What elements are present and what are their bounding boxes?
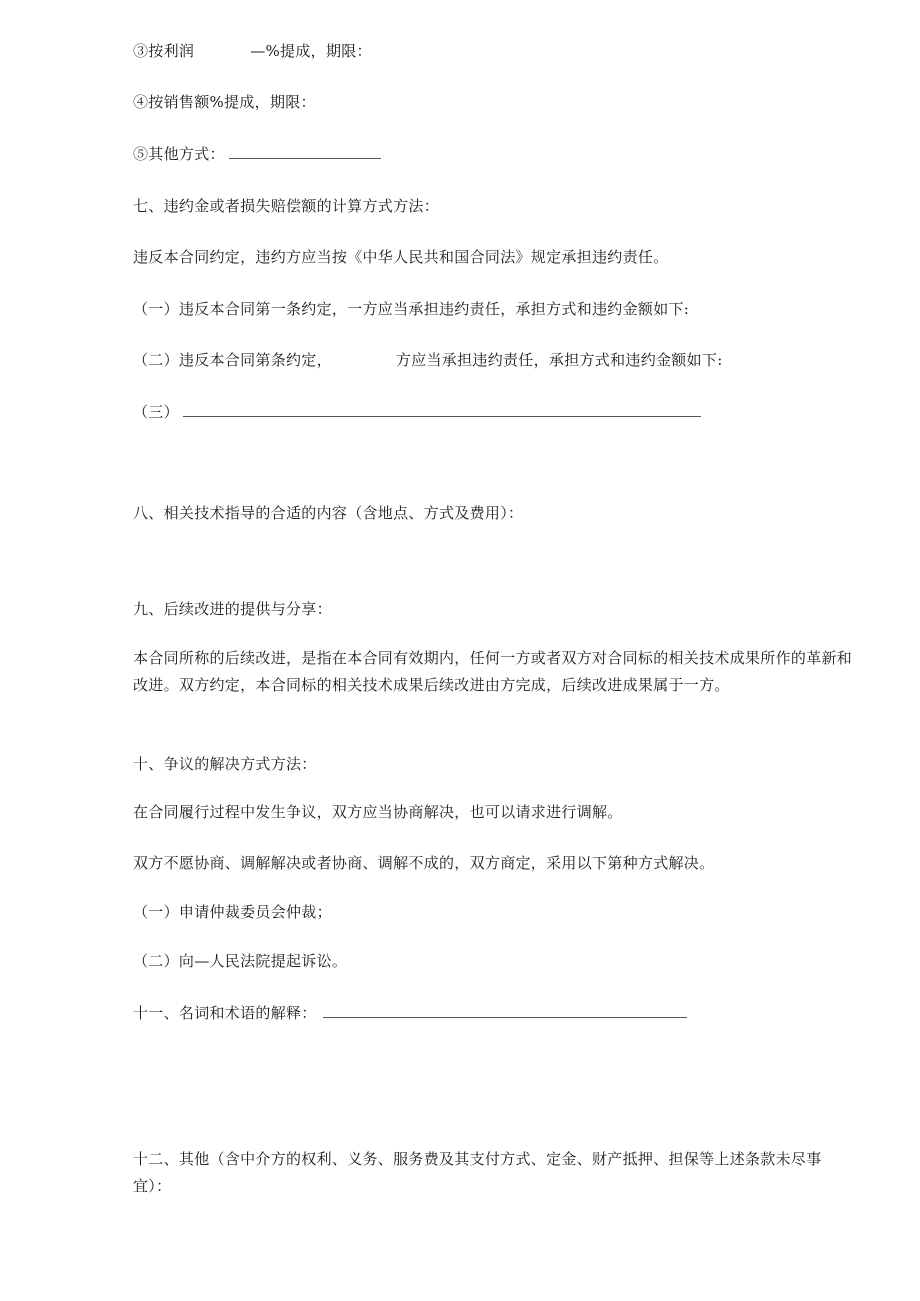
item-5-blank xyxy=(229,143,381,159)
section-9-body: 本合同所称的后续改进，是指在本合同有效期内，任何一方或者双方对合同标的相关技术成果所作的革新和改进。双方约定，本合同标的相关技术成果后续改进由方完成，后续改进成果属于一方。 xyxy=(133,649,853,694)
item-4-line: ④按销售额%提成，期限： xyxy=(133,93,316,111)
section-7-clause-3-line xyxy=(133,399,701,426)
section-11-line xyxy=(133,1000,687,1027)
section-7-clause-2-line xyxy=(133,347,723,374)
section-10-para-2: 双方不愿协商、调解解决或者协商、调解不成的，双方商定，采用以下第种方式解决。 xyxy=(133,854,715,872)
section-9-title: 九、后续改进的提供与分享： xyxy=(133,600,332,618)
section-8-title: 八、相关技术指导的合适的内容（含地点、方式及费用）： xyxy=(133,504,524,522)
item-5-line xyxy=(133,141,381,168)
section-10-option-1: （一）申请仲裁委员会仲裁； xyxy=(133,903,332,921)
section-7-clause-3-blank xyxy=(183,401,701,417)
section-10-option-2: （二）向—人民法院提起诉讼。 xyxy=(133,952,348,970)
item-3-prefix: ③按利润 xyxy=(133,42,195,60)
section-11-blank xyxy=(323,1002,687,1018)
item-3-suffix: —%提成，期限： xyxy=(250,42,372,60)
section-7-clause-2-prefix: （二）违反本合同第条约定， xyxy=(133,351,332,369)
section-7-title: 七、违约金或者损失赔偿额的计算方式方法： xyxy=(133,197,440,215)
section-7-clause-3-label: （三） xyxy=(133,403,179,421)
section-10-para-1: 在合同履行过程中发生争议，双方应当协商解决，也可以请求进行调解。 xyxy=(133,803,623,821)
section-7-clause-2-suffix: 方应当承担违约责任，承担方式和违约金额如下: xyxy=(395,351,723,369)
item-5-label: ⑤其他方式： xyxy=(133,145,225,163)
section-7-clause-1: （一）违反本合同第一条约定，一方应当承担违约责任，承担方式和违约金额如下: xyxy=(133,300,690,318)
item-3-line xyxy=(133,38,372,65)
section-10-title: 十、争议的解决方式方法： xyxy=(133,755,317,773)
section-11-title: 十一、名词和术语的解释： xyxy=(133,1004,317,1022)
section-7-intro: 违反本合同约定，违约方应当按《中华人民共和国合同法》规定承担违约责任。 xyxy=(133,248,669,266)
section-12-body: 十二、其他（含中介方的权利、义务、服务费及其支付方式、定金、财产抵押、担保等上述条款未尽事宜）： xyxy=(133,1150,822,1195)
